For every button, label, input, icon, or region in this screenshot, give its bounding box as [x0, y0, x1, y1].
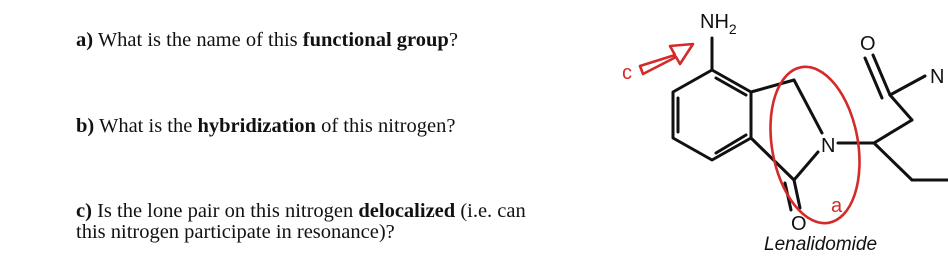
ring-nitrogen-label: N — [821, 135, 836, 157]
compound-name: Lenalidomide — [764, 234, 878, 255]
question-a-prefix: a) — [76, 29, 94, 51]
piperidine-bond-5 — [890, 76, 925, 95]
piperidine-bond-2 — [874, 143, 912, 180]
question-c — [76, 201, 526, 243]
ring-bond-ch2-n — [794, 80, 822, 133]
ring-bond-n-carbonyl — [794, 152, 818, 180]
question-a-bold-term: functional group — [302, 29, 449, 51]
question-a — [76, 30, 458, 51]
piperidine-bond-1 — [874, 120, 912, 143]
lenalidomide-structure — [600, 0, 948, 251]
amine-label: $NH_2$ — [700, 11, 737, 37]
arrow-label-c: c — [622, 62, 632, 84]
question-c-bold-term: delocalized — [358, 200, 456, 222]
edge-nitrogen-label: N — [930, 66, 945, 88]
question-b — [76, 116, 455, 137]
benzene-ring — [673, 70, 751, 160]
amine-subscript: 2 — [728, 21, 737, 37]
question-b-text-start: What is the — [94, 115, 198, 137]
question-c-text-end: (i.e. can — [455, 200, 526, 222]
carbonyl-oxygen-bottom-label: O — [791, 213, 807, 235]
question-a-text-start: What is the name of this — [93, 29, 303, 51]
question-b-text-end: of this nitrogen? — [315, 115, 456, 137]
question-c-line-2: this nitrogen participate in resonance)? — [76, 221, 395, 243]
carbonyl-top-bond-1 — [873, 55, 890, 95]
question-a-text-end: ? — [448, 29, 458, 51]
circle-label-a: a — [831, 195, 843, 217]
ring-bond-ch2 — [751, 80, 794, 92]
carbonyl-oxygen-top-label: O — [860, 33, 876, 55]
question-b-bold-term: hybridization — [197, 115, 316, 137]
nitrogen-pointer-arrow — [640, 44, 693, 74]
question-c-text-start: Is the lone pair on this nitrogen — [91, 200, 359, 222]
piperidine-bond-4 — [890, 95, 912, 120]
carbonyl-top-bond-2 — [865, 58, 882, 98]
question-b-prefix: b) — [76, 115, 95, 137]
question-c-prefix: c) — [76, 200, 92, 222]
